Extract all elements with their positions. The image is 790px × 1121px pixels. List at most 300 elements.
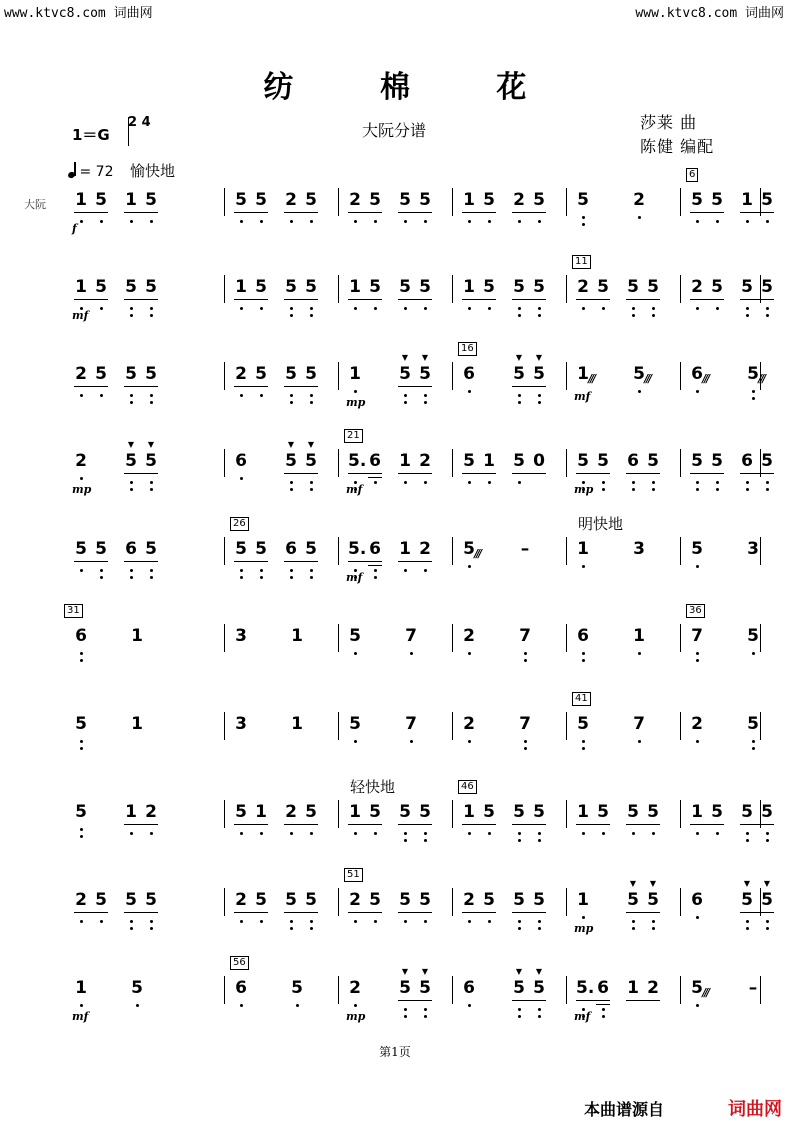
note: 5 xyxy=(513,802,525,822)
measure-number: 26 xyxy=(230,517,249,531)
barline xyxy=(338,449,339,477)
octave-dot xyxy=(310,401,313,404)
note: 1 xyxy=(349,364,361,384)
measure xyxy=(74,188,168,248)
beam-underline xyxy=(690,824,724,825)
measure xyxy=(690,275,784,335)
note: 5 xyxy=(711,451,723,471)
measure xyxy=(690,800,784,860)
beam-underline xyxy=(284,824,318,825)
key-signature: 1＝G xyxy=(72,126,110,144)
note: 5 xyxy=(369,890,381,910)
octave-dot xyxy=(150,576,153,579)
note: 1 xyxy=(633,626,645,646)
octave-dot xyxy=(404,839,407,842)
octave-dot xyxy=(150,927,153,930)
beam-underline xyxy=(124,912,158,913)
note: 5 xyxy=(419,277,431,297)
octave-dot xyxy=(240,569,243,572)
octave-dot xyxy=(354,390,357,393)
octave-dot xyxy=(260,220,263,223)
octave-dot xyxy=(136,1004,139,1007)
measure-number: 36 xyxy=(686,604,705,618)
octave-dot xyxy=(290,307,293,310)
octave-dot xyxy=(130,832,133,835)
octave-dot xyxy=(354,1004,357,1007)
beam-underline xyxy=(398,1000,432,1001)
note: 5 xyxy=(291,978,303,998)
note: 5 xyxy=(95,190,107,210)
octave-dot xyxy=(100,569,103,572)
octave-dot xyxy=(80,835,83,838)
barline xyxy=(224,624,225,652)
measure xyxy=(462,275,556,335)
octave-dot xyxy=(638,652,641,655)
note: 5 xyxy=(131,978,143,998)
measure xyxy=(576,449,670,509)
measure xyxy=(234,440,328,509)
note: 5 xyxy=(577,714,589,734)
note: 5 xyxy=(463,539,475,559)
octave-dot xyxy=(746,220,749,223)
octave-dot xyxy=(696,1004,699,1007)
note: 5 xyxy=(399,364,411,384)
note: 2 xyxy=(75,451,87,471)
octave-dot xyxy=(424,394,427,397)
measure xyxy=(462,188,556,248)
note: 6 xyxy=(235,978,247,998)
octave-dot xyxy=(766,839,769,842)
octave-dot xyxy=(582,216,585,219)
barline xyxy=(566,624,567,652)
octave-dot xyxy=(518,481,521,484)
barline xyxy=(338,712,339,740)
measure xyxy=(74,537,168,597)
beam-underline xyxy=(284,386,318,387)
note: 1 xyxy=(131,714,143,734)
octave-dot xyxy=(746,927,749,930)
octave-dot xyxy=(582,832,585,835)
note: 2 xyxy=(349,890,361,910)
watermark-right: www.ktvc8.com 词曲网 xyxy=(635,6,784,21)
octave-dot xyxy=(80,828,83,831)
quarter-note-icon xyxy=(67,171,76,179)
octave-dot xyxy=(290,481,293,484)
octave-dot xyxy=(130,920,133,923)
octave-dot xyxy=(404,569,407,572)
barline xyxy=(224,888,225,916)
octave-dot xyxy=(538,920,541,923)
octave-dot xyxy=(538,314,541,317)
note: 5 xyxy=(255,277,267,297)
octave-dot xyxy=(468,1004,471,1007)
measure xyxy=(234,800,328,860)
beam-underline xyxy=(740,912,774,913)
barline xyxy=(338,362,339,390)
note: 2 xyxy=(75,890,87,910)
measure xyxy=(72,440,168,509)
note: 5 xyxy=(513,451,525,471)
measure-number: 11 xyxy=(572,255,591,269)
barline xyxy=(224,188,225,216)
measure xyxy=(690,712,784,772)
octave-dot xyxy=(310,576,313,579)
beam-underline xyxy=(234,386,268,387)
octave-dot xyxy=(374,307,377,310)
barline xyxy=(224,976,225,1004)
octave-dot xyxy=(716,832,719,835)
note: 6 xyxy=(463,978,475,998)
octave-dot xyxy=(468,920,471,923)
barline xyxy=(452,624,453,652)
octave-dot xyxy=(310,927,313,930)
tempo-marking xyxy=(68,160,175,181)
octave-dot xyxy=(260,832,263,835)
beam-underline-double xyxy=(368,477,382,478)
time-signature-bottom: 4 xyxy=(141,115,151,130)
note: 5 xyxy=(399,802,411,822)
note: 6 xyxy=(235,451,247,471)
measure xyxy=(462,537,556,597)
note: 2 xyxy=(235,890,247,910)
barline xyxy=(338,188,339,216)
octave-dot xyxy=(290,394,293,397)
watermark-left: www.ktvc8.com 词曲网 xyxy=(4,6,153,21)
accent-mark: ▼ xyxy=(535,967,543,976)
octave-dot xyxy=(538,307,541,310)
octave-dot xyxy=(518,314,521,317)
note: 5 xyxy=(399,890,411,910)
beam-underline xyxy=(462,824,496,825)
octave-dot xyxy=(518,832,521,835)
measure xyxy=(234,712,328,772)
note: 5 xyxy=(691,978,703,998)
octave-dot xyxy=(696,652,699,655)
note: 5 xyxy=(145,190,157,210)
beam-underline xyxy=(124,824,158,825)
note: 2 xyxy=(691,714,703,734)
time-signature-top: 2 xyxy=(128,115,138,130)
octave-dot xyxy=(100,920,103,923)
measure xyxy=(576,624,670,684)
octave-dot xyxy=(632,307,635,310)
octave-dot xyxy=(538,1008,541,1011)
note: 5 xyxy=(419,190,431,210)
note: 1 xyxy=(577,364,589,384)
octave-dot xyxy=(746,920,749,923)
note: 5 xyxy=(145,451,157,471)
measure xyxy=(462,888,556,948)
note: 1 xyxy=(235,277,247,297)
octave-dot xyxy=(518,401,521,404)
measure xyxy=(234,362,328,422)
note: 5 xyxy=(369,277,381,297)
note: 1 xyxy=(125,802,137,822)
octave-dot xyxy=(130,220,133,223)
note: 5 xyxy=(399,190,411,210)
source-text: 本曲谱源自 xyxy=(584,1100,665,1119)
accent-mark: ▼ xyxy=(401,967,409,976)
octave-dot xyxy=(582,659,585,662)
beam-underline-double xyxy=(368,565,382,566)
beam-underline xyxy=(234,912,268,913)
octave-dot xyxy=(150,920,153,923)
beam-underline xyxy=(74,386,108,387)
octave-dot xyxy=(468,307,471,310)
measure-number: 16 xyxy=(458,342,477,356)
note: 1 xyxy=(255,802,267,822)
measure xyxy=(462,624,556,684)
note: 5 xyxy=(711,190,723,210)
note: 1 xyxy=(125,190,137,210)
accent-mark: ▼ xyxy=(515,967,523,976)
barline xyxy=(566,188,567,216)
octave-dot xyxy=(632,481,635,484)
beam-underline xyxy=(740,299,774,300)
octave-dot xyxy=(766,832,769,835)
note: 5 xyxy=(305,802,317,822)
octave-dot xyxy=(310,569,313,572)
tremolo-mark: /// xyxy=(702,986,709,999)
note: 2 xyxy=(349,190,361,210)
octave-dot xyxy=(290,220,293,223)
octave-dot xyxy=(696,916,699,919)
barline xyxy=(452,449,453,477)
note: 1 xyxy=(349,277,361,297)
instrument-label: 大阮 xyxy=(24,198,46,211)
beam-underline xyxy=(512,386,546,387)
octave-dot xyxy=(80,477,83,480)
measure xyxy=(461,343,556,422)
octave-dot xyxy=(468,220,471,223)
accent-mark: ▼ xyxy=(127,440,135,449)
octave-dot xyxy=(524,652,527,655)
octave-dot xyxy=(240,220,243,223)
beam-underline xyxy=(284,912,318,913)
note: 1 xyxy=(291,714,303,734)
note: 1 xyxy=(691,802,703,822)
octave-dot xyxy=(354,740,357,743)
note: 5 xyxy=(761,802,773,822)
octave-dot xyxy=(100,220,103,223)
measure xyxy=(233,518,328,597)
octave-dot xyxy=(290,832,293,835)
beam-underline xyxy=(124,386,158,387)
note: 5 xyxy=(419,890,431,910)
octave-dot xyxy=(290,927,293,930)
barline xyxy=(224,800,225,828)
note: 5 xyxy=(95,364,107,384)
beam-underline xyxy=(462,912,496,913)
beam-underline xyxy=(124,299,158,300)
note: 5 xyxy=(75,539,87,559)
expression-marking: 明快地 xyxy=(578,515,624,533)
note: 1 xyxy=(131,626,143,646)
octave-dot xyxy=(746,314,749,317)
measure xyxy=(74,712,168,772)
beam-underline xyxy=(234,561,268,562)
note: 5 xyxy=(419,364,431,384)
measure xyxy=(574,879,670,948)
note: 2 xyxy=(235,364,247,384)
octave-dot xyxy=(150,394,153,397)
note: 5 xyxy=(483,802,495,822)
dynamic-marking: mf xyxy=(72,309,89,322)
note: 7 xyxy=(405,714,417,734)
measure xyxy=(346,967,442,1036)
octave-dot xyxy=(538,927,541,930)
octave-dot xyxy=(632,832,635,835)
beam-underline xyxy=(348,912,382,913)
note: 5 xyxy=(235,190,247,210)
note: 5 xyxy=(255,890,267,910)
beam-underline xyxy=(740,473,774,474)
note: 5 xyxy=(741,277,753,297)
octave-dot xyxy=(752,390,755,393)
barline xyxy=(338,275,339,303)
note: 5. xyxy=(576,978,595,998)
barline xyxy=(680,800,681,828)
beam-underline xyxy=(124,212,158,213)
beam-underline-double xyxy=(596,1004,610,1005)
barline xyxy=(452,275,453,303)
octave-dot xyxy=(696,390,699,393)
measure xyxy=(234,275,328,335)
note: 5 xyxy=(627,890,639,910)
measure xyxy=(233,957,328,1036)
note: 6 xyxy=(691,890,703,910)
octave-dot xyxy=(632,927,635,930)
note: 6 xyxy=(75,626,87,646)
octave-dot xyxy=(374,832,377,835)
note: 5 xyxy=(95,277,107,297)
note: 5 xyxy=(747,714,759,734)
octave-dot xyxy=(518,220,521,223)
measure xyxy=(575,256,670,335)
measure xyxy=(74,888,168,948)
octave-dot xyxy=(310,488,313,491)
beam-underline xyxy=(462,473,496,474)
accent-mark: ▼ xyxy=(287,440,295,449)
note: 6 xyxy=(369,451,381,471)
dynamic-marking: mp xyxy=(574,483,594,496)
octave-dot xyxy=(80,747,83,750)
barline xyxy=(566,712,567,740)
sustain-dash: – xyxy=(748,978,758,998)
note: 5 xyxy=(533,802,545,822)
octave-dot xyxy=(290,569,293,572)
accent-mark: ▼ xyxy=(401,353,409,362)
part-name: 大阮分谱 xyxy=(362,121,427,140)
octave-dot xyxy=(638,740,641,743)
octave-dot xyxy=(752,747,755,750)
octave-dot xyxy=(150,401,153,404)
note: 5 xyxy=(125,364,137,384)
octave-dot xyxy=(240,576,243,579)
measure xyxy=(348,778,442,860)
note: 6 xyxy=(691,364,703,384)
score-row xyxy=(66,693,759,772)
note: 5 xyxy=(75,802,87,822)
note: 1 xyxy=(463,802,475,822)
octave-dot xyxy=(518,927,521,930)
octave-dot xyxy=(354,307,357,310)
note: 1 xyxy=(399,451,411,471)
note: 5 xyxy=(285,277,297,297)
note: 5 xyxy=(305,451,317,471)
tremolo-mark: /// xyxy=(588,372,595,385)
octave-dot xyxy=(488,920,491,923)
octave-dot xyxy=(240,394,243,397)
measure xyxy=(74,800,168,860)
barline xyxy=(224,275,225,303)
note: 5 xyxy=(305,364,317,384)
note: 5 xyxy=(647,890,659,910)
tremolo-mark: /// xyxy=(644,372,651,385)
note: 1 xyxy=(741,190,753,210)
accent-mark: ▼ xyxy=(147,440,155,449)
note: 2 xyxy=(419,451,431,471)
note: 5 xyxy=(533,978,545,998)
octave-dot xyxy=(260,920,263,923)
score-row xyxy=(66,957,758,1036)
octave-dot xyxy=(374,220,377,223)
note: 1 xyxy=(577,890,589,910)
measure xyxy=(462,712,556,772)
beam-underline xyxy=(626,824,660,825)
octave-dot xyxy=(290,401,293,404)
beam-underline xyxy=(576,473,610,474)
octave-dot xyxy=(652,307,655,310)
octave-dot xyxy=(424,220,427,223)
octave-dot xyxy=(746,832,749,835)
note: 1 xyxy=(577,802,589,822)
beam-underline xyxy=(398,561,432,562)
octave-dot xyxy=(130,569,133,572)
note: 2 xyxy=(577,277,589,297)
octave-dot xyxy=(696,832,699,835)
octave-dot xyxy=(696,565,699,568)
beam-underline xyxy=(348,561,382,562)
dynamic-marking: mp xyxy=(346,396,366,409)
octave-dot xyxy=(424,401,427,404)
note: 5 xyxy=(399,277,411,297)
measure-number: 41 xyxy=(572,692,591,706)
measure-number: 21 xyxy=(344,429,363,443)
octave-dot xyxy=(404,401,407,404)
barline xyxy=(566,976,567,1004)
note: 5. xyxy=(348,539,367,559)
accent-mark: ▼ xyxy=(535,353,543,362)
note: 2 xyxy=(513,190,525,210)
note: 1 xyxy=(75,190,87,210)
note: 5 xyxy=(349,714,361,734)
octave-dot xyxy=(524,659,527,662)
barline xyxy=(338,800,339,828)
octave-dot xyxy=(652,314,655,317)
measure xyxy=(462,967,556,1036)
note: 5 xyxy=(125,451,137,471)
accent-mark: ▼ xyxy=(763,879,771,888)
page-number: 第1页 xyxy=(379,1045,411,1059)
octave-dot xyxy=(100,394,103,397)
note: 5 xyxy=(741,802,753,822)
octave-dot xyxy=(582,307,585,310)
measure xyxy=(234,888,328,948)
octave-dot xyxy=(130,394,133,397)
measure xyxy=(462,449,556,509)
measure xyxy=(347,869,442,948)
